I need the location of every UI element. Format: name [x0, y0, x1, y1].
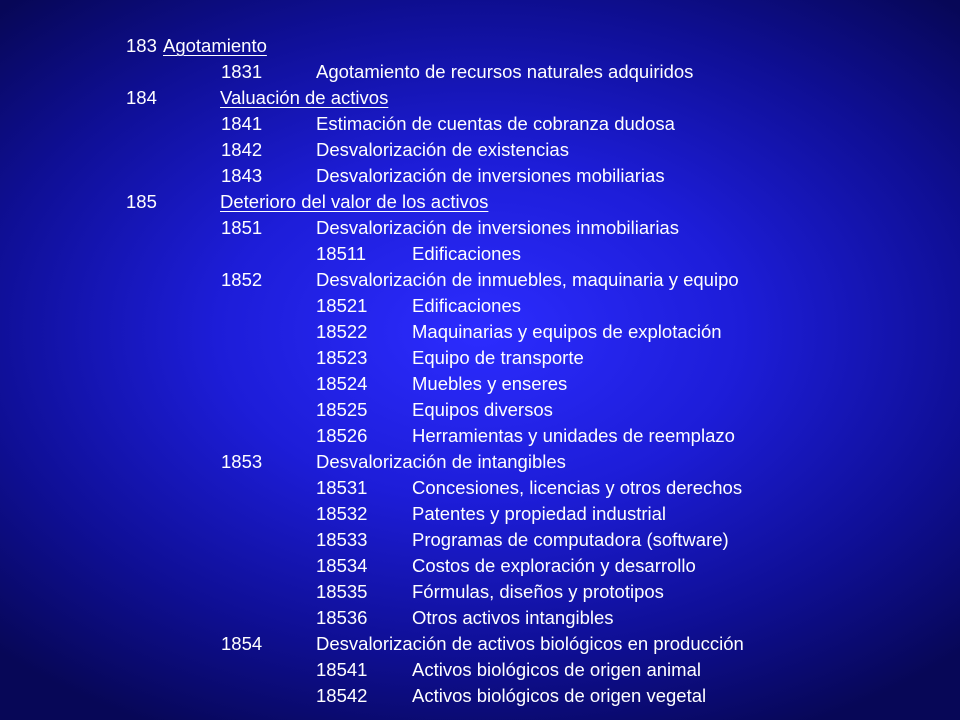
- account-label: Herramientas y unidades de reemplazo: [412, 425, 735, 446]
- account-label: Activos biológicos de origen vegetal: [412, 685, 707, 706]
- account-label: Edificaciones: [412, 243, 522, 264]
- account-label: Otros activos intangibles: [412, 607, 614, 628]
- account-code: 18531: [316, 477, 368, 498]
- account-label: Equipo de transporte: [412, 347, 584, 368]
- account-label: Desvalorización de inmuebles, maquinaria y equipo: [316, 269, 739, 290]
- account-label: Equipos diversos: [412, 399, 553, 420]
- account-code: 18524: [316, 373, 368, 394]
- account-code: 18521: [316, 295, 368, 316]
- account-code: 1831: [221, 61, 263, 82]
- account-label: Programas de computadora (software): [412, 529, 729, 550]
- account-code: 18542: [316, 685, 368, 706]
- account-label: Desvalorización de existencias: [316, 139, 569, 160]
- account-code: 1853: [221, 451, 263, 472]
- account-label: Edificaciones: [412, 295, 522, 316]
- account-heading: Agotamiento: [163, 35, 267, 56]
- account-label: Concesiones, licencias y otros derechos: [412, 477, 743, 498]
- account-code: 18522: [316, 321, 368, 342]
- account-code: 18511: [316, 243, 367, 264]
- account-code: 1851: [221, 217, 263, 238]
- account-label: Desvalorización de activos biológicos en producción: [316, 633, 744, 654]
- account-label: Agotamiento de recursos naturales adquiridos: [316, 61, 694, 82]
- account-code: 1854: [221, 633, 263, 654]
- account-code: 185: [126, 191, 157, 212]
- account-code: 1841: [221, 113, 263, 134]
- account-code: 18525: [316, 399, 368, 420]
- account-heading: Valuación de activos: [220, 87, 389, 108]
- account-label: Desvalorización de inversiones inmobiliarias: [316, 217, 679, 238]
- account-label: Fórmulas, diseños y prototipos: [412, 581, 664, 602]
- account-code: 1842: [221, 139, 263, 160]
- account-label: Activos biológicos de origen animal: [412, 659, 701, 680]
- account-label: Estimación de cuentas de cobranza dudosa: [316, 113, 675, 134]
- account-code: 18535: [316, 581, 368, 602]
- account-code: 1852: [221, 269, 263, 290]
- account-code: 183: [126, 35, 157, 56]
- account-code: 184: [126, 87, 157, 108]
- account-code: 18523: [316, 347, 368, 368]
- account-code: 18533: [316, 529, 368, 550]
- account-code: 1843: [221, 165, 263, 186]
- account-label: Desvalorización de intangibles: [316, 451, 566, 472]
- account-code: 18536: [316, 607, 368, 628]
- account-label: Patentes y propiedad industrial: [412, 503, 667, 524]
- account-code: 18541: [316, 659, 368, 680]
- account-label: Maquinarias y equipos de explotación: [412, 321, 722, 342]
- account-heading: Deterioro del valor de los activos: [220, 191, 489, 212]
- account-code: 18534: [316, 555, 368, 576]
- account-code: 18526: [316, 425, 368, 446]
- account-code: 18532: [316, 503, 368, 524]
- account-label: Desvalorización de inversiones mobiliarias: [316, 165, 665, 186]
- account-label: Costos de exploración y desarrollo: [412, 555, 696, 576]
- account-label: Muebles y enseres: [412, 373, 568, 394]
